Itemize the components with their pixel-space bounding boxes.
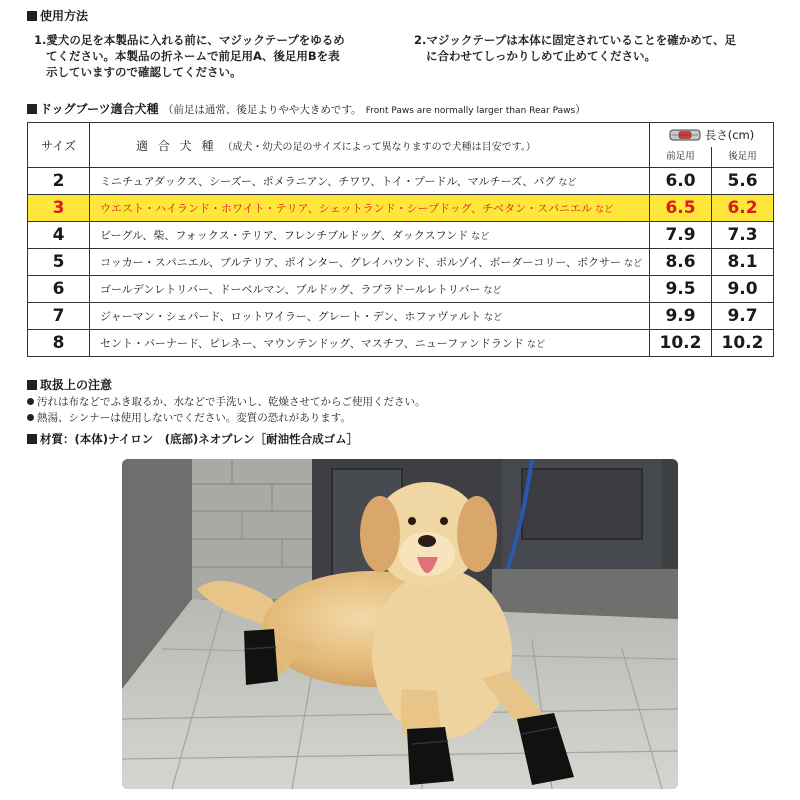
size-table-body [28,168,774,357]
row-breeds-text: ゴールデンレトリバー、ドーベルマン、ブルドッグ、ラブラドールレトリバー [100,283,481,296]
golden-retriever-with-boots-illustration [122,459,678,789]
table-note-close: ） [575,104,586,116]
row-breeds-text: ウエスト・ハイランド・ホワイト・テリア、シェットランド・シープドッグ、チベタン・スパニエル [100,202,593,215]
usage-step-1-line-1: 1.愛犬の足を本製品に入れる前に、マジックテープをゆるめ [34,33,345,47]
row-breeds [90,222,650,249]
care-line-1 [27,395,426,409]
header-breed-note: （成犬・幼犬の足のサイズによって異なりますので犬種は目安です。） [222,141,536,153]
usage-step-1-line-3: 示していますので確認してください。 [46,65,242,79]
header-length-top [650,123,773,147]
header-breed [90,123,650,168]
material-line [27,431,358,447]
row-size-text: 5 [52,252,65,272]
usage-step-2-line-1: 2.マジックテープは本体に固定されていることを確かめて、足 [414,33,737,47]
row-rear-length [712,249,774,276]
row-rear-length-text: 9.7 [727,306,758,326]
row-nado: など [526,340,545,350]
row-nado: など [471,232,490,242]
row-front-length [650,195,712,222]
table-note-jp: （前足は通常、後足よりやや大きめです。 [162,104,362,116]
row-breeds-text: セント・バーナード、ピレネー、マウンテンドッグ、マスチフ、ニューファンドランド [100,337,524,350]
row-front-length [650,276,712,303]
row-breeds [90,168,650,195]
row-size [28,168,90,195]
size-table [27,122,774,357]
usage-heading [27,7,88,24]
row-breeds-text: ビーグル、柴、フォックス・テリア、フレンチブルドッグ、ダックスフンド [100,229,469,242]
row-breeds-text: コッカー・スパニエル、ブルテリア、ポインター、グレイハウンド、ボルゾイ、ボーダーコリー、ボクサー [100,256,621,269]
row-front-length-text: 9.5 [665,279,696,299]
table-row [28,276,774,303]
row-breeds [90,276,650,303]
row-front-length [650,249,712,276]
square-bullet-icon [27,380,37,390]
table-row [28,303,774,330]
row-size-text: 8 [52,333,65,353]
header-length [650,123,774,168]
row-nado: など [623,259,642,269]
table-row [28,195,774,222]
header-breed-label: 適 合 犬 種 [136,138,217,153]
table-heading [27,100,586,117]
row-breeds [90,249,650,276]
row-nado: など [484,313,503,323]
table-row [28,222,774,249]
row-size [28,249,90,276]
row-front-length-text: 8.6 [665,252,696,272]
header-size: サイズ [28,123,90,168]
row-front-length-text: 10.2 [659,333,702,353]
row-rear-length [712,276,774,303]
care-heading [27,376,112,393]
row-nado: など [558,178,577,188]
row-size-text: 6 [52,279,65,299]
material-text: 材質：(本体)ナイロン (底部)ネオプレン［耐油性合成ゴム］ [40,432,359,446]
row-rear-length-text: 9.0 [727,279,758,299]
row-size [28,330,90,357]
row-size [28,303,90,330]
row-front-length-text: 9.9 [665,306,696,326]
row-rear-length-text: 5.6 [727,171,758,191]
row-front-length [650,222,712,249]
row-rear-length [712,168,774,195]
care-line-1-text: 汚れは布などでふき取るか、水などで手洗いし、乾燥させてからご使用ください。 [37,396,426,408]
row-size-text: 4 [52,225,65,245]
table-row [28,330,774,357]
header-front: 前足用 [666,151,695,162]
row-breeds-text: ジャーマン・シェパード、ロットワイラー、グレート・デン、ホファヴァルト [100,310,482,323]
row-rear-length [712,195,774,222]
usage-step-2-line-2: に合わせてしっかりしめて止めてください。 [426,49,656,63]
care-line-2 [27,411,351,425]
row-nado: など [595,205,614,215]
square-bullet-icon [27,11,37,21]
row-size-text: 7 [52,306,65,326]
row-front-length-text: 7.9 [665,225,696,245]
usage-title: 使用方法 [40,9,89,23]
header-rear: 後足用 [711,147,773,167]
row-rear-length-text: 7.3 [727,225,758,245]
row-rear-length-text: 8.1 [727,252,758,272]
usage-step-1-line-2: てください。本製品の折ネームで前足用A、後足用Bを表 [46,49,340,63]
bullet-dot-icon [27,414,34,421]
row-size [28,222,90,249]
row-front-length-text: 6.5 [665,198,696,218]
table-row [28,249,774,276]
row-breeds [90,303,650,330]
table-note-en: Front Paws are normally larger than Rear Paws [365,106,576,116]
row-rear-length [712,222,774,249]
row-rear-length-text: 10.2 [721,333,764,353]
row-breeds [90,195,650,222]
row-breeds [90,330,650,357]
bullet-dot-icon [27,398,34,405]
header-length-sub [650,147,773,167]
square-bullet-icon [27,434,37,444]
row-rear-length [712,303,774,330]
row-nado: など [483,286,502,296]
row-front-length [650,330,712,357]
table-row [28,168,774,195]
dog-photo [122,459,678,789]
usage-step-1 [34,32,394,80]
square-bullet-icon [27,104,37,114]
row-rear-length [712,330,774,357]
row-size [28,195,90,222]
care-line-2-text: 熱湯、シンナーは使用しないでください。変質の恐れがあります。 [37,412,351,424]
row-front-length [650,168,712,195]
row-size [28,276,90,303]
row-front-length [650,303,712,330]
header-length-label: 長さ(cm) [704,128,755,142]
row-size-text: 2 [52,171,65,191]
table-header-row [28,123,774,168]
row-size-text: 3 [52,198,65,218]
row-front-length-text: 6.0 [665,171,696,191]
care-title: 取扱上の注意 [40,378,113,392]
row-breeds-text: ミニチュアダックス、シーズー、ポメラニアン、チワワ、トイ・プードル、マルチーズ、パグ [100,175,556,188]
boot-length-icon [669,128,701,142]
usage-step-2 [414,32,784,64]
row-rear-length-text: 6.2 [727,198,758,218]
table-title: ドッグブーツ適合犬種 [40,102,159,116]
